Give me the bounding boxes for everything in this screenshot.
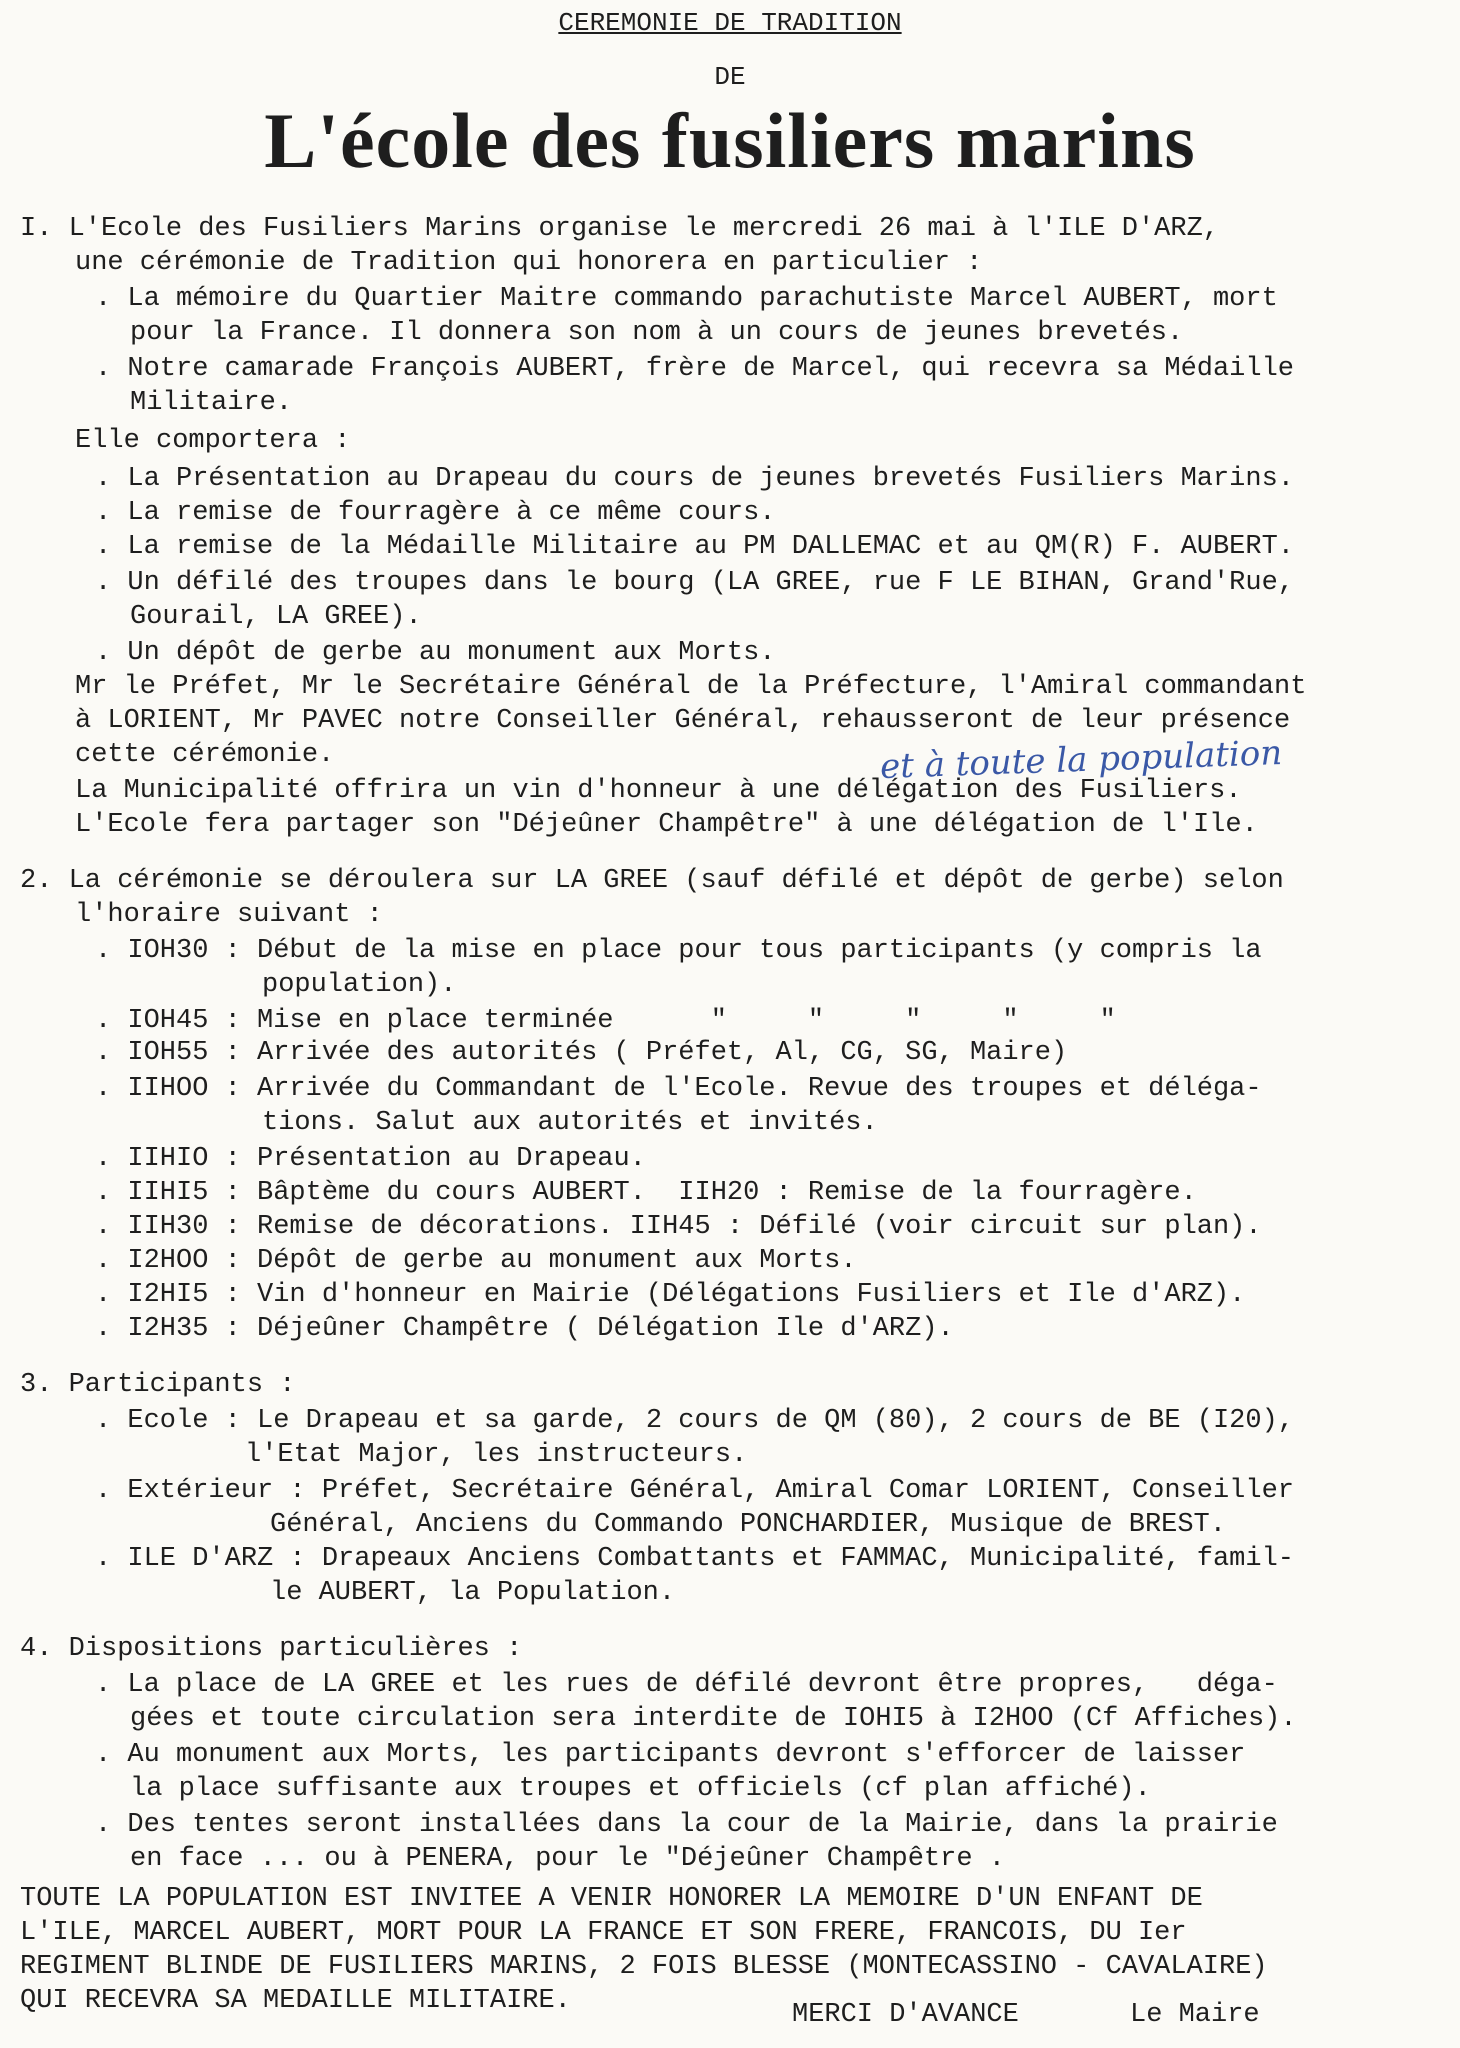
body-line: . IOH45 : Mise en place terminée " " " " ": [95, 1006, 1116, 1036]
body-line: L'Ecole fera partager son "Déjeûner Champêtre" à une délégation de l'Ile.: [75, 810, 1258, 840]
body-line: . La remise de la Médaille Militaire au PM DALLEMAC et au QM(R) F. AUBERT.: [95, 532, 1294, 562]
body-line: Elle comportera :: [75, 426, 351, 456]
body-line: Général, Anciens du Commando PONCHARDIER, Musique de BREST.: [270, 1510, 1226, 1540]
handwritten-note: et à toute la population: [879, 732, 1283, 788]
body-line: une cérémonie de Tradition qui honorera en particulier :: [75, 248, 983, 278]
body-line: . La mémoire du Quartier Maitre commando parachutiste Marcel AUBERT, mort: [95, 284, 1278, 314]
body-line: . Des tentes seront installées dans la cour de la Mairie, dans la prairie: [95, 1810, 1278, 1840]
body-line: . IIHIO : Présentation au Drapeau.: [95, 1144, 646, 1174]
body-line: l'Etat Major, les instructeurs.: [245, 1440, 748, 1470]
closing-thanks: MERCI D'AVANCE: [792, 2000, 1019, 2030]
body-line: . I2HOO : Dépôt de gerbe au monument aux Morts.: [95, 1246, 857, 1276]
body-line: I. L'Ecole des Fusiliers Marins organise le mercredi 26 mai à l'ILE D'ARZ,: [20, 214, 1219, 244]
body-line: l'horaire suivant :: [75, 900, 383, 930]
body-line: . IIH30 : Remise de décorations. IIH45 : Défilé (voir circuit sur plan).: [95, 1212, 1262, 1242]
ceremony-heading: CEREMONIE DE TRADITION: [558, 8, 902, 38]
body-line: 2. La cérémonie se déroulera sur LA GREE (sauf défilé et dépôt de gerbe) selon: [20, 866, 1284, 896]
body-line: . La place de LA GREE et les rues de défilé devront être propres, déga-: [95, 1670, 1278, 1700]
body-line: Gourail, LA GREE).: [130, 602, 422, 632]
body-line: gées et toute circulation sera interdite de IOHI5 à I2HOO (Cf Affiches).: [130, 1704, 1297, 1734]
body-line: tions. Salut aux autorités et invités.: [262, 1108, 878, 1138]
body-line: . Au monument aux Morts, les participants devront s'efforcer de laisser: [95, 1740, 1246, 1770]
document-title: L'école des fusiliers marins: [264, 97, 1196, 184]
body-line: . I2H35 : Déjeûner Champêtre ( Délégation Ile d'ARZ).: [95, 1314, 954, 1344]
body-line: . Notre camarade François AUBERT, frère de Marcel, qui recevra sa Médaille: [95, 354, 1294, 384]
body-line: QUI RECEVRA SA MEDAILLE MILITAIRE.: [20, 1986, 571, 2016]
body-line: pour la France. Il donnera son nom à un cours de jeunes brevetés.: [130, 318, 1184, 348]
body-line: . Un dépôt de gerbe au monument aux Morts.: [95, 638, 776, 668]
body-line: . IIHI5 : Bâptème du cours AUBERT. IIH20 : Remise de la fourragère.: [95, 1178, 1197, 1208]
body-line: . Un défilé des troupes dans le bourg (LA GREE, rue F LE BIHAN, Grand'Rue,: [95, 568, 1294, 598]
body-line: . ILE D'ARZ : Drapeaux Anciens Combattants et FAMMAC, Municipalité, famil-: [95, 1544, 1294, 1574]
body-line: . IOH55 : Arrivée des autorités ( Préfet, Al, CG, SG, Maire): [95, 1038, 1068, 1068]
heading-de: DE: [714, 62, 746, 92]
body-line: . Extérieur : Préfet, Secrétaire Général, Amiral Comar LORIENT, Conseiller: [95, 1476, 1294, 1506]
body-line: 3. Participants :: [20, 1370, 296, 1400]
body-line: . La Présentation au Drapeau du cours de jeunes brevetés Fusiliers Marins.: [95, 464, 1294, 494]
body-line: L'ILE, MARCEL AUBERT, MORT POUR LA FRANCE ET SON FRERE, FRANCOIS, DU Ier: [20, 1918, 1187, 1948]
body-line: REGIMENT BLINDE DE FUSILIERS MARINS, 2 FOIS BLESSE (MONTECASSINO - CAVALAIRE): [20, 1952, 1268, 1982]
body-line: . IIHOO : Arrivée du Commandant de l'Ecole. Revue des troupes et déléga-: [95, 1074, 1262, 1104]
body-line: . I2HI5 : Vin d'honneur en Mairie (Délégations Fusiliers et Ile d'ARZ).: [95, 1280, 1246, 1310]
body-line: 4. Dispositions particulières :: [20, 1634, 523, 1664]
body-line: . La remise de fourragère à ce même cours.: [95, 498, 776, 528]
body-line: population).: [262, 970, 457, 1000]
body-line: Militaire.: [130, 388, 293, 418]
body-line: à LORIENT, Mr PAVEC notre Conseiller Général, rehausseront de leur présence: [75, 706, 1291, 736]
body-line: . IOH30 : Début de la mise en place pour tous participants (y compris la: [95, 936, 1262, 966]
body-line: la place suffisante aux troupes et officiels (cf plan affiché).: [130, 1774, 1151, 1804]
body-line: cette cérémonie.: [75, 740, 335, 770]
body-line: Mr le Préfet, Mr le Secrétaire Général de la Préfecture, l'Amiral commandant: [75, 672, 1307, 702]
body-line: La Municipalité offrira un vin d'honneur à une délégation des Fusiliers.: [75, 776, 1242, 806]
body-line: le AUBERT, la Population.: [270, 1578, 676, 1608]
body-line: en face ... ou à PENERA, pour le "Déjeûner Champêtre .: [130, 1844, 1005, 1874]
body-line: TOUTE LA POPULATION EST INVITEE A VENIR HONORER LA MEMOIRE D'UN ENFANT DE: [20, 1884, 1203, 1914]
body-line: . Ecole : Le Drapeau et sa garde, 2 cours de QM (80), 2 cours de BE (I20),: [95, 1406, 1294, 1436]
signature-mayor: Le Maire: [1130, 2000, 1260, 2030]
